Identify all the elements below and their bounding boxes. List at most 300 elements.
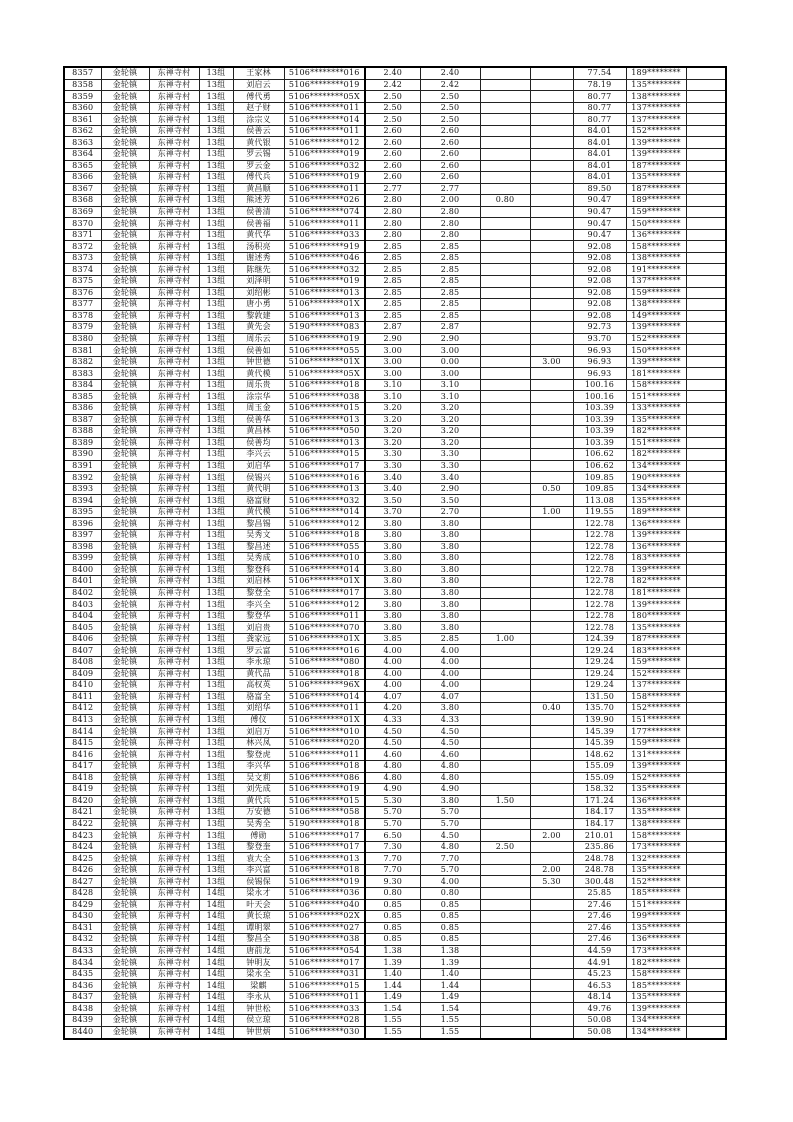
table-cell <box>480 680 530 692</box>
table-cell: 134******** <box>626 1026 686 1039</box>
table-cell: 金轮镇 <box>101 737 149 749</box>
table-cell: 181******** <box>626 368 686 380</box>
table-row <box>64 726 726 738</box>
table-row <box>64 645 726 657</box>
table-cell: 3.30 <box>420 449 480 461</box>
table-cell: 14组 <box>199 968 233 980</box>
table-cell <box>686 968 726 980</box>
table-cell: 2.00 <box>530 864 573 876</box>
table-cell <box>686 853 726 865</box>
table-cell: 13组 <box>199 830 233 842</box>
table-cell: 14组 <box>199 945 233 957</box>
table-cell: 侯善福 <box>233 218 284 230</box>
table-cell: 14组 <box>199 1014 233 1026</box>
table-cell: 13组 <box>199 495 233 507</box>
table-cell: 1.38 <box>365 945 420 957</box>
table-cell: 92.08 <box>573 264 626 276</box>
table-cell: 5106********015 <box>284 403 365 415</box>
table-cell: 李永琼 <box>233 657 284 669</box>
table-cell: 东禅寺村 <box>149 645 199 657</box>
table-cell: 金轮镇 <box>101 541 149 553</box>
table-cell: 3.10 <box>365 391 420 403</box>
table-cell: 东禅寺村 <box>149 310 199 322</box>
table-cell: 182******** <box>626 426 686 438</box>
table-cell: 5106********015 <box>284 795 365 807</box>
table-cell: 1.44 <box>420 980 480 992</box>
table-cell: 8394 <box>64 495 101 507</box>
table-cell: 东禅寺村 <box>149 264 199 276</box>
table-cell: 金轮镇 <box>101 911 149 923</box>
table-cell: 3.20 <box>365 426 420 438</box>
table-cell: 东禅寺村 <box>149 622 199 634</box>
table-cell: 东禅寺村 <box>149 437 199 449</box>
table-cell: 122.78 <box>573 530 626 542</box>
table-cell: 5106********033 <box>284 229 365 241</box>
table-cell: 东禅寺村 <box>149 114 199 126</box>
table-cell: 金轮镇 <box>101 483 149 495</box>
table-cell: 133******** <box>626 403 686 415</box>
table-cell: 134******** <box>626 460 686 472</box>
table-cell: 189******** <box>626 506 686 518</box>
table-cell: 45.23 <box>573 968 626 980</box>
table-cell: 158******** <box>626 830 686 842</box>
table-cell <box>686 333 726 345</box>
table-row <box>64 599 726 611</box>
table-cell <box>530 299 573 311</box>
table-cell: 8379 <box>64 322 101 334</box>
table-cell: 13组 <box>199 714 233 726</box>
table-cell: 77.54 <box>573 67 626 79</box>
table-cell: 5106********018 <box>284 379 365 391</box>
table-cell: 金轮镇 <box>101 379 149 391</box>
table-cell <box>686 772 726 784</box>
table-cell: 8407 <box>64 645 101 657</box>
table-cell <box>480 322 530 334</box>
table-cell: 2.80 <box>420 218 480 230</box>
table-cell <box>530 333 573 345</box>
table-row <box>64 472 726 484</box>
table-cell: 8374 <box>64 264 101 276</box>
table-cell: 300.48 <box>573 876 626 888</box>
table-cell: 2.80 <box>365 206 420 218</box>
table-row <box>64 79 726 91</box>
table-cell: 8360 <box>64 102 101 114</box>
table-cell: 4.20 <box>365 703 420 715</box>
table-cell <box>480 760 530 772</box>
table-cell: 刘启云 <box>233 79 284 91</box>
table-cell: 3.50 <box>365 495 420 507</box>
table-cell <box>530 795 573 807</box>
table-cell: 13组 <box>199 299 233 311</box>
table-cell: 171.24 <box>573 795 626 807</box>
table-cell <box>530 772 573 784</box>
table-row <box>64 622 726 634</box>
table-cell: 东禅寺村 <box>149 899 199 911</box>
table-cell <box>480 945 530 957</box>
table-cell: 5.70 <box>420 864 480 876</box>
table-cell: 金轮镇 <box>101 437 149 449</box>
table-cell: 5190********038 <box>284 934 365 946</box>
table-cell: 84.01 <box>573 125 626 137</box>
table-cell: 吴文莉 <box>233 772 284 784</box>
table-cell: 侯锡保 <box>233 876 284 888</box>
table-cell <box>480 980 530 992</box>
table-cell: 东禅寺村 <box>149 807 199 819</box>
table-row <box>64 67 726 79</box>
table-cell: 金轮镇 <box>101 760 149 772</box>
table-row <box>64 587 726 599</box>
table-cell: 8433 <box>64 945 101 957</box>
table-cell: 金轮镇 <box>101 587 149 599</box>
table-cell <box>480 125 530 137</box>
table-cell <box>530 991 573 1003</box>
table-cell: 13组 <box>199 275 233 287</box>
table-cell: 金轮镇 <box>101 426 149 438</box>
table-cell: 13组 <box>199 795 233 807</box>
table-cell: 0.85 <box>365 911 420 923</box>
table-cell: 0.00 <box>420 356 480 368</box>
table-cell: 13组 <box>199 853 233 865</box>
table-cell <box>530 310 573 322</box>
table-cell: 刘绍华 <box>233 703 284 715</box>
table-cell: 0.85 <box>365 934 420 946</box>
table-cell: 2.85 <box>365 252 420 264</box>
table-cell: 5106********01X <box>284 633 365 645</box>
table-cell: 177******** <box>626 726 686 738</box>
table-cell: 248.78 <box>573 864 626 876</box>
table-cell: 5106********032 <box>284 160 365 172</box>
table-cell: 8389 <box>64 437 101 449</box>
table-cell <box>686 541 726 553</box>
table-cell: 5106********027 <box>284 922 365 934</box>
table-cell: 2.50 <box>365 114 420 126</box>
table-cell: 44.91 <box>573 957 626 969</box>
table-cell <box>530 841 573 853</box>
table-cell: 3.10 <box>365 379 420 391</box>
table-cell: 13组 <box>199 691 233 703</box>
table-cell: 8364 <box>64 148 101 160</box>
table-cell: 8366 <box>64 172 101 184</box>
table-cell: 5190********018 <box>284 818 365 830</box>
table-cell: 5106********018 <box>284 530 365 542</box>
table-cell: 14组 <box>199 887 233 899</box>
table-cell <box>686 229 726 241</box>
table-cell <box>480 1003 530 1015</box>
table-cell <box>686 830 726 842</box>
table-cell <box>480 264 530 276</box>
table-cell: 东禅寺村 <box>149 67 199 79</box>
table-cell: 5106********013 <box>284 853 365 865</box>
table-cell: 106.62 <box>573 460 626 472</box>
table-cell: 1.44 <box>365 980 420 992</box>
table-cell: 2.85 <box>365 287 420 299</box>
table-row <box>64 633 726 645</box>
table-cell: 东禅寺村 <box>149 853 199 865</box>
table-cell: 侯善清 <box>233 206 284 218</box>
table-cell <box>480 714 530 726</box>
table-cell: 5106********032 <box>284 495 365 507</box>
table-row <box>64 310 726 322</box>
table-cell: 1.49 <box>420 991 480 1003</box>
table-cell <box>686 841 726 853</box>
table-cell <box>480 807 530 819</box>
table-cell <box>686 148 726 160</box>
table-cell <box>480 506 530 518</box>
table-cell <box>530 680 573 692</box>
table-cell: 8388 <box>64 426 101 438</box>
table-row <box>64 887 726 899</box>
table-cell: 5106********011 <box>284 125 365 137</box>
table-cell: 8430 <box>64 911 101 923</box>
table-cell: 8427 <box>64 876 101 888</box>
table-cell: 13组 <box>199 183 233 195</box>
table-cell: 139******** <box>626 322 686 334</box>
table-row <box>64 864 726 876</box>
table-cell: 8365 <box>64 160 101 172</box>
table-cell: 东禅寺村 <box>149 449 199 461</box>
table-cell: 13组 <box>199 125 233 137</box>
table-cell: 92.73 <box>573 322 626 334</box>
table-cell: 4.07 <box>365 691 420 703</box>
table-cell <box>530 403 573 415</box>
table-cell: 5.70 <box>365 807 420 819</box>
table-cell: 13组 <box>199 148 233 160</box>
table-cell <box>686 703 726 715</box>
table-cell <box>530 645 573 657</box>
table-row <box>64 553 726 565</box>
table-cell: 东禅寺村 <box>149 737 199 749</box>
table-cell: 13组 <box>199 391 233 403</box>
table-cell: 3.40 <box>365 483 420 495</box>
table-cell <box>686 506 726 518</box>
table-cell: 5106********011 <box>284 749 365 761</box>
table-cell: 金轮镇 <box>101 91 149 103</box>
table-row <box>64 229 726 241</box>
table-cell: 152******** <box>626 125 686 137</box>
table-cell: 1.55 <box>420 1014 480 1026</box>
table-cell: 金轮镇 <box>101 275 149 287</box>
table-cell <box>480 160 530 172</box>
table-cell: 东禅寺村 <box>149 876 199 888</box>
table-cell: 184.17 <box>573 807 626 819</box>
table-cell: 唐小勇 <box>233 299 284 311</box>
table-cell: 134******** <box>626 1014 686 1026</box>
table-cell: 90.47 <box>573 229 626 241</box>
table-cell: 8377 <box>64 299 101 311</box>
table-cell: 侯善华 <box>233 414 284 426</box>
table-cell <box>530 610 573 622</box>
table-cell <box>480 449 530 461</box>
table-cell: 东禅寺村 <box>149 218 199 230</box>
table-cell <box>530 760 573 772</box>
table-cell: 东禅寺村 <box>149 957 199 969</box>
table-cell: 东禅寺村 <box>149 356 199 368</box>
table-cell: 东禅寺村 <box>149 403 199 415</box>
table-cell: 138******** <box>626 91 686 103</box>
table-cell: 100.16 <box>573 391 626 403</box>
table-cell: 1.40 <box>365 968 420 980</box>
table-cell: 黄代华 <box>233 229 284 241</box>
table-cell: 13组 <box>199 206 233 218</box>
table-cell: 0.50 <box>530 483 573 495</box>
table-cell: 5106********070 <box>284 622 365 634</box>
table-cell: 2.80 <box>365 229 420 241</box>
table-cell: 149******** <box>626 310 686 322</box>
table-row <box>64 564 726 576</box>
table-cell: 113.08 <box>573 495 626 507</box>
table-cell: 2.77 <box>365 183 420 195</box>
table-cell: 东禅寺村 <box>149 79 199 91</box>
table-cell: 0.85 <box>420 922 480 934</box>
table-cell <box>480 148 530 160</box>
table-cell: 金轮镇 <box>101 726 149 738</box>
table-row <box>64 449 726 461</box>
table-cell: 1.00 <box>480 633 530 645</box>
table-cell <box>530 437 573 449</box>
table-cell <box>530 472 573 484</box>
table-cell: 梁永才 <box>233 887 284 899</box>
table-row <box>64 991 726 1003</box>
table-cell: 金轮镇 <box>101 645 149 657</box>
table-cell <box>686 899 726 911</box>
table-cell: 8386 <box>64 403 101 415</box>
table-cell: 89.50 <box>573 183 626 195</box>
table-cell <box>686 795 726 807</box>
table-cell: 金轮镇 <box>101 749 149 761</box>
table-cell: 黎昌述 <box>233 541 284 553</box>
table-cell: 132******** <box>626 853 686 865</box>
table-cell: 东禅寺村 <box>149 980 199 992</box>
table-cell: 黎登虎 <box>233 749 284 761</box>
table-cell: 5106********96X <box>284 680 365 692</box>
table-cell: 5106********02X <box>284 911 365 923</box>
table-cell: 210.01 <box>573 830 626 842</box>
table-row <box>64 403 726 415</box>
table-cell: 13组 <box>199 310 233 322</box>
table-cell: 东禅寺村 <box>149 379 199 391</box>
table-cell: 陈继先 <box>233 264 284 276</box>
table-cell: 东禅寺村 <box>149 657 199 669</box>
table-cell <box>480 737 530 749</box>
table-cell: 13组 <box>199 345 233 357</box>
table-cell <box>686 426 726 438</box>
table-cell: 137******** <box>626 114 686 126</box>
table-cell: 2.90 <box>365 333 420 345</box>
table-cell: 3.20 <box>420 414 480 426</box>
table-cell <box>480 784 530 796</box>
table-cell <box>686 1026 726 1039</box>
table-cell: 黄昌林 <box>233 426 284 438</box>
table-cell: 5106********017 <box>284 841 365 853</box>
table-cell: 3.85 <box>365 633 420 645</box>
table-cell: 8373 <box>64 252 101 264</box>
table-cell: 2.60 <box>420 160 480 172</box>
table-cell <box>480 853 530 865</box>
table-cell: 13组 <box>199 599 233 611</box>
table-cell: 187******** <box>626 633 686 645</box>
table-cell: 金轮镇 <box>101 610 149 622</box>
table-cell: 5106********014 <box>284 506 365 518</box>
table-cell <box>480 968 530 980</box>
table-cell: 金轮镇 <box>101 472 149 484</box>
table-cell: 3.80 <box>365 564 420 576</box>
table-cell: 8437 <box>64 991 101 1003</box>
table-cell: 金轮镇 <box>101 299 149 311</box>
table-cell: 2.60 <box>420 172 480 184</box>
table-cell: 44.59 <box>573 945 626 957</box>
table-cell: 金轮镇 <box>101 530 149 542</box>
table-cell: 侯善云 <box>233 125 284 137</box>
table-cell: 4.60 <box>420 749 480 761</box>
table-cell: 2.80 <box>365 195 420 207</box>
table-cell: 谭明翠 <box>233 922 284 934</box>
table-cell: 5106********01X <box>284 714 365 726</box>
table-row <box>64 264 726 276</box>
table-row <box>64 934 726 946</box>
table-row <box>64 137 726 149</box>
table-cell <box>480 957 530 969</box>
table-cell: 叶天会 <box>233 899 284 911</box>
table-cell: 0.80 <box>365 887 420 899</box>
table-cell: 金轮镇 <box>101 807 149 819</box>
table-cell: 129.24 <box>573 668 626 680</box>
table-cell: 金轮镇 <box>101 922 149 934</box>
table-cell: 东禅寺村 <box>149 911 199 923</box>
table-cell: 金轮镇 <box>101 495 149 507</box>
table-cell: 4.80 <box>365 772 420 784</box>
table-cell: 3.00 <box>365 345 420 357</box>
table-cell: 13组 <box>199 379 233 391</box>
table-cell <box>480 403 530 415</box>
table-cell <box>530 564 573 576</box>
table-cell: 李兴云 <box>233 449 284 461</box>
table-cell: 3.80 <box>420 587 480 599</box>
table-cell: 5106********020 <box>284 737 365 749</box>
table-cell <box>686 980 726 992</box>
table-cell: 汤积亮 <box>233 241 284 253</box>
table-cell <box>480 587 530 599</box>
table-cell: 8363 <box>64 137 101 149</box>
table-cell: 1.50 <box>480 795 530 807</box>
table-row <box>64 714 726 726</box>
table-cell <box>686 818 726 830</box>
table-cell: 涂宗义 <box>233 114 284 126</box>
table-cell: 金轮镇 <box>101 183 149 195</box>
table-row <box>64 218 726 230</box>
table-cell: 2.85 <box>420 252 480 264</box>
table-cell: 刘先成 <box>233 784 284 796</box>
table-cell: 5106********018 <box>284 760 365 772</box>
table-cell <box>530 945 573 957</box>
table-cell <box>686 241 726 253</box>
table-cell <box>686 610 726 622</box>
table-cell: 187******** <box>626 160 686 172</box>
table-cell: 周乐云 <box>233 333 284 345</box>
table-cell: 金轮镇 <box>101 968 149 980</box>
table-cell <box>480 691 530 703</box>
table-cell: 刘启林 <box>233 576 284 588</box>
table-cell <box>480 391 530 403</box>
table-cell: 248.78 <box>573 853 626 865</box>
table-cell: 2.77 <box>420 183 480 195</box>
table-cell <box>480 299 530 311</box>
table-cell: 4.33 <box>420 714 480 726</box>
table-row <box>64 980 726 992</box>
table-cell <box>480 668 530 680</box>
table-cell: 92.08 <box>573 275 626 287</box>
table-cell: 4.00 <box>365 657 420 669</box>
table-cell: 5106********019 <box>284 784 365 796</box>
